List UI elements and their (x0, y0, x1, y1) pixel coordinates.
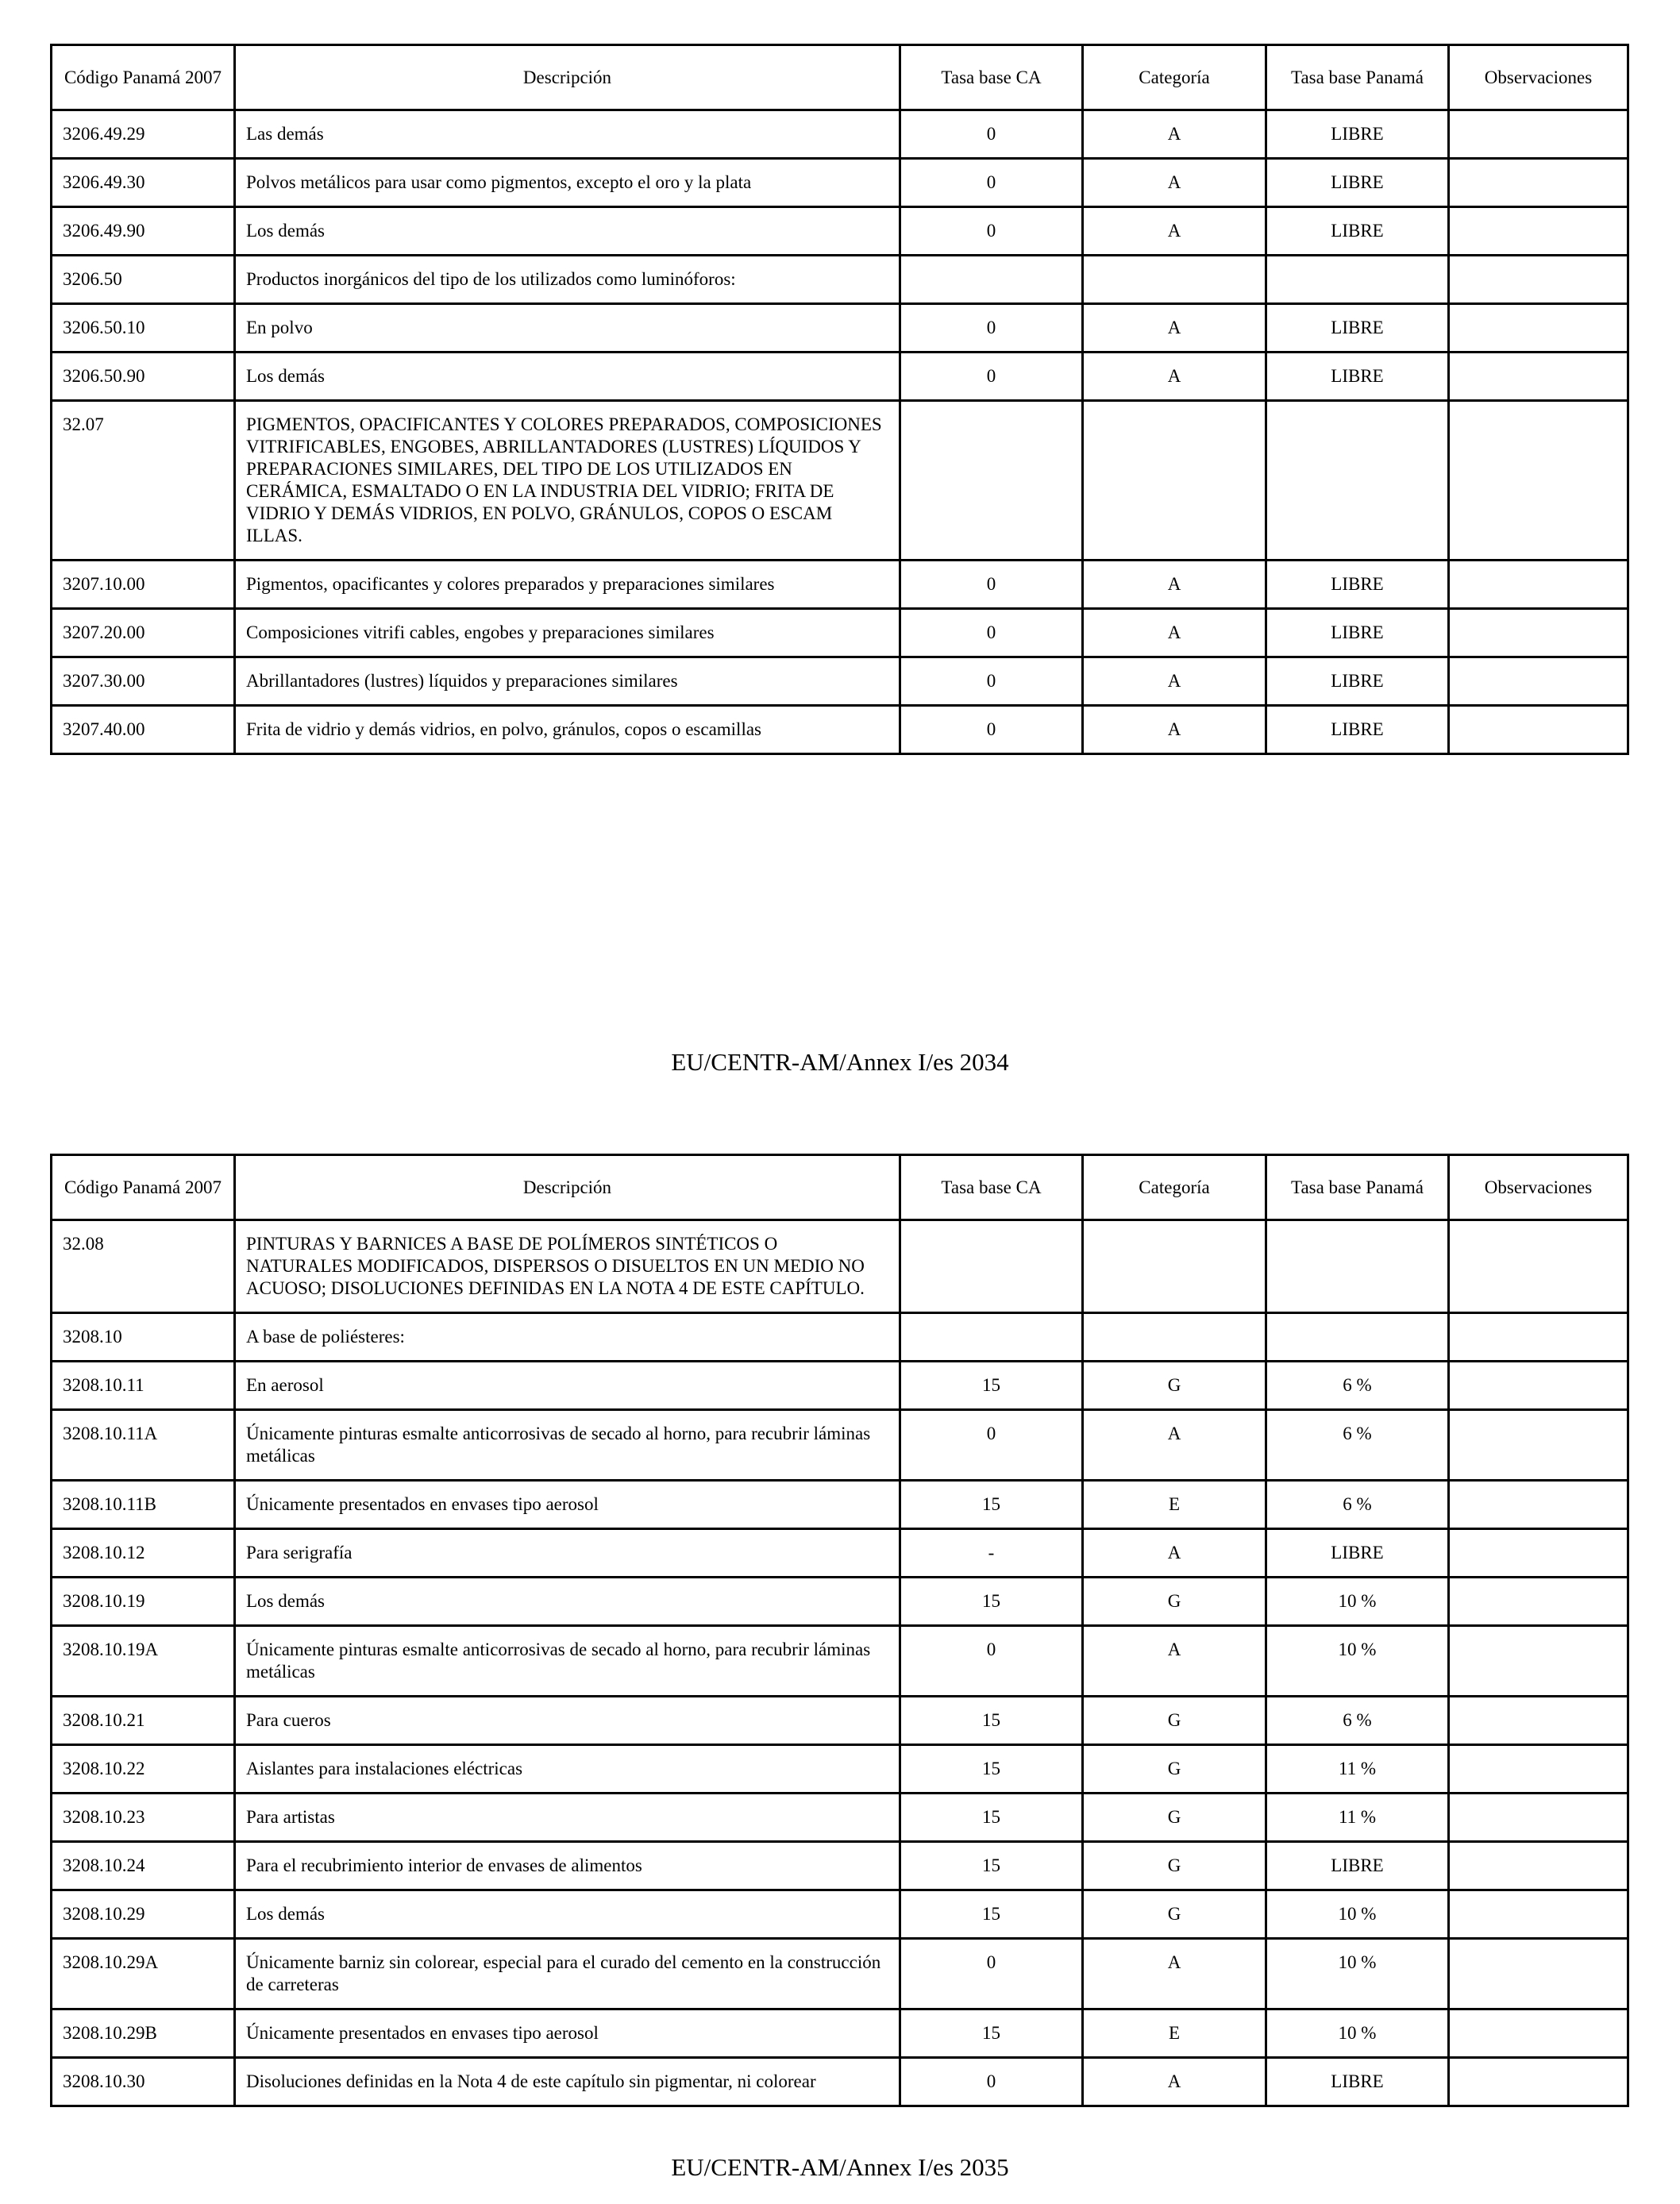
cell-observations (1449, 2009, 1628, 2058)
cell-rate-ca: 15 (900, 1578, 1083, 1626)
cell-rate-ca: 0 (900, 1939, 1083, 2009)
cell-category: A (1083, 706, 1266, 754)
cell-code: 3206.50.90 (52, 353, 235, 401)
table-row (52, 1578, 1628, 1626)
cell-rate-panama: 11 % (1266, 1794, 1449, 1842)
table-row (52, 1220, 1628, 1313)
cell-observations (1449, 1220, 1628, 1313)
cell-category: G (1083, 1697, 1266, 1745)
cell-rate-ca: 0 (900, 159, 1083, 207)
cell-rate-ca: 15 (900, 1842, 1083, 1890)
cell-rate-panama: 11 % (1266, 1745, 1449, 1794)
cell-description: Los demás (235, 207, 900, 256)
cell-observations (1449, 1410, 1628, 1481)
table-row (52, 2058, 1628, 2106)
cell-rate-panama: LIBRE (1266, 706, 1449, 754)
cell-rate-panama: 6 % (1266, 1697, 1449, 1745)
cell-code: 3208.10.29 (52, 1890, 235, 1939)
cell-rate-ca (900, 1313, 1083, 1362)
table-row (52, 657, 1628, 706)
cell-rate-ca: 15 (900, 1794, 1083, 1842)
header-code: Código Panamá 2007 (52, 45, 235, 110)
table-row (52, 1794, 1628, 1842)
cell-category: A (1083, 1410, 1266, 1481)
cell-code: 3206.50.10 (52, 304, 235, 353)
cell-rate-panama: 10 % (1266, 2009, 1449, 2058)
cell-observations (1449, 1481, 1628, 1529)
cell-category: G (1083, 1578, 1266, 1626)
cell-observations (1449, 1697, 1628, 1745)
cell-observations (1449, 706, 1628, 754)
cell-description: En aerosol (235, 1362, 900, 1410)
cell-code: 3206.49.90 (52, 207, 235, 256)
cell-category: A (1083, 304, 1266, 353)
table-row (52, 561, 1628, 609)
cell-description: Pigmentos, opacificantes y colores preparados y preparaciones similares (235, 561, 900, 609)
cell-category: A (1083, 609, 1266, 657)
cell-code: 3206.50 (52, 256, 235, 304)
cell-description: Frita de vidrio y demás vidrios, en polvo, gránulos, copos o escamillas (235, 706, 900, 754)
cell-category (1083, 1220, 1266, 1313)
cell-rate-panama: LIBRE (1266, 1529, 1449, 1578)
table-row (52, 1842, 1628, 1890)
cell-rate-panama: 10 % (1266, 1939, 1449, 2009)
page-footer: EU/CENTR-AM/Annex I/es 2035 (671, 2153, 1009, 2181)
cell-rate-ca: 0 (900, 609, 1083, 657)
cell-code: 32.07 (52, 401, 235, 561)
header-description: Descripción (235, 45, 900, 110)
table-body (52, 1220, 1628, 2106)
cell-description: Únicamente presentados en envases tipo aerosol (235, 2009, 900, 2058)
cell-category: A (1083, 1939, 1266, 2009)
cell-description: Únicamente presentados en envases tipo aerosol (235, 1481, 900, 1529)
table-row (52, 609, 1628, 657)
cell-observations (1449, 207, 1628, 256)
cell-category: E (1083, 1481, 1266, 1529)
cell-description: Para cueros (235, 1697, 900, 1745)
cell-description: Polvos metálicos para usar como pigmentos, excepto el oro y la plata (235, 159, 900, 207)
header-rate-panama: Tasa base Panamá (1266, 1155, 1449, 1220)
cell-rate-panama: LIBRE (1266, 2058, 1449, 2106)
cell-rate-ca: 0 (900, 304, 1083, 353)
cell-description: Los demás (235, 1578, 900, 1626)
cell-rate-ca: 15 (900, 1481, 1083, 1529)
cell-rate-ca: 15 (900, 1890, 1083, 1939)
table-row (52, 256, 1628, 304)
cell-description: Los demás (235, 353, 900, 401)
cell-category: A (1083, 1529, 1266, 1578)
cell-observations (1449, 1745, 1628, 1794)
cell-rate-ca: 0 (900, 706, 1083, 754)
header-category: Categoría (1083, 1155, 1266, 1220)
cell-observations (1449, 657, 1628, 706)
header-rate-panama: Tasa base Panamá (1266, 45, 1449, 110)
table-row (52, 1697, 1628, 1745)
table-row (52, 1745, 1628, 1794)
cell-category: A (1083, 110, 1266, 159)
cell-description: Disoluciones definidas en la Nota 4 de este capítulo sin pigmentar, ni colorear (235, 2058, 900, 2106)
cell-observations (1449, 1842, 1628, 1890)
table-body (52, 110, 1628, 754)
cell-rate-ca: 0 (900, 1626, 1083, 1697)
cell-rate-ca: 0 (900, 561, 1083, 609)
cell-code: 3208.10.19A (52, 1626, 235, 1697)
header-rate-ca: Tasa base CA (900, 45, 1083, 110)
cell-rate-ca: 0 (900, 1410, 1083, 1481)
table-row (52, 207, 1628, 256)
cell-rate-panama: LIBRE (1266, 304, 1449, 353)
cell-rate-panama: LIBRE (1266, 657, 1449, 706)
table-row (52, 159, 1628, 207)
cell-rate-ca: 15 (900, 2009, 1083, 2058)
cell-code: 3208.10.29B (52, 2009, 235, 2058)
cell-description: Los demás (235, 1890, 900, 1939)
cell-description: Para artistas (235, 1794, 900, 1842)
cell-rate-panama: LIBRE (1266, 561, 1449, 609)
cell-code: 3208.10.21 (52, 1697, 235, 1745)
header-row (52, 45, 1628, 110)
cell-rate-panama (1266, 256, 1449, 304)
cell-observations (1449, 401, 1628, 561)
cell-observations (1449, 561, 1628, 609)
cell-code: 3207.30.00 (52, 657, 235, 706)
table-row (52, 1410, 1628, 1481)
cell-rate-panama: LIBRE (1266, 353, 1449, 401)
cell-rate-ca: 15 (900, 1745, 1083, 1794)
cell-rate-ca: 0 (900, 110, 1083, 159)
cell-description: Para serigrafía (235, 1529, 900, 1578)
header-observations: Observaciones (1449, 45, 1628, 110)
cell-description: En polvo (235, 304, 900, 353)
cell-rate-panama: 6 % (1266, 1481, 1449, 1529)
cell-category: G (1083, 1745, 1266, 1794)
cell-description: Abrillantadores (lustres) líquidos y preparaciones similares (235, 657, 900, 706)
cell-description: Las demás (235, 110, 900, 159)
cell-code: 3208.10.30 (52, 2058, 235, 2106)
cell-observations (1449, 1529, 1628, 1578)
cell-description: PINTURAS Y BARNICES A BASE DE POLÍMEROS SINTÉTICOS O NATURALES MODIFICADOS, DISPERSOS O DISUELTOS EN UN MEDIO NO ACUOSO; DISOLUCIONES DEFINIDAS EN LA NOTA 4 DE ESTE CAPÍTULO. (235, 1220, 900, 1313)
cell-observations (1449, 304, 1628, 353)
cell-observations (1449, 353, 1628, 401)
cell-category: A (1083, 657, 1266, 706)
header-rate-ca: Tasa base CA (900, 1155, 1083, 1220)
cell-observations (1449, 1890, 1628, 1939)
table-row (52, 353, 1628, 401)
table-row (52, 1626, 1628, 1697)
cell-description: Únicamente pinturas esmalte anticorrosivas de secado al horno, para recubrir láminas metálicas (235, 1626, 900, 1697)
cell-code: 3208.10.12 (52, 1529, 235, 1578)
cell-category (1083, 1313, 1266, 1362)
tariff-table-page-2034 (50, 44, 1629, 755)
cell-observations (1449, 1362, 1628, 1410)
cell-observations (1449, 2058, 1628, 2106)
cell-rate-panama: LIBRE (1266, 1842, 1449, 1890)
table-row (52, 1362, 1628, 1410)
header-row (52, 1155, 1628, 1220)
cell-observations (1449, 159, 1628, 207)
cell-code: 3208.10.22 (52, 1745, 235, 1794)
cell-rate-ca: 15 (900, 1697, 1083, 1745)
cell-description: Únicamente barniz sin colorear, especial para el curado del cemento en la construcción de carreteras (235, 1939, 900, 2009)
table-row (52, 110, 1628, 159)
cell-code: 3206.49.29 (52, 110, 235, 159)
cell-category: A (1083, 207, 1266, 256)
cell-description: Aislantes para instalaciones eléctricas (235, 1745, 900, 1794)
cell-rate-ca (900, 256, 1083, 304)
cell-observations (1449, 1626, 1628, 1697)
cell-code: 3208.10.11 (52, 1362, 235, 1410)
cell-rate-panama: 10 % (1266, 1626, 1449, 1697)
cell-rate-panama: 10 % (1266, 1578, 1449, 1626)
cell-rate-panama: LIBRE (1266, 110, 1449, 159)
cell-category: A (1083, 1626, 1266, 1697)
cell-code: 3208.10.19 (52, 1578, 235, 1626)
cell-rate-ca (900, 401, 1083, 561)
cell-code: 3208.10.24 (52, 1842, 235, 1890)
table-row (52, 1939, 1628, 2009)
table-row (52, 401, 1628, 561)
cell-code: 3208.10.11A (52, 1410, 235, 1481)
table-row (52, 1890, 1628, 1939)
cell-rate-panama: 10 % (1266, 1890, 1449, 1939)
cell-observations (1449, 609, 1628, 657)
cell-code: 3207.10.00 (52, 561, 235, 609)
tariff-table-page-2035 (50, 1154, 1629, 2107)
cell-rate-panama: 6 % (1266, 1410, 1449, 1481)
table-row (52, 1529, 1628, 1578)
cell-rate-ca: 0 (900, 207, 1083, 256)
cell-rate-ca: 0 (900, 657, 1083, 706)
header-observations: Observaciones (1449, 1155, 1628, 1220)
cell-code: 3208.10.29A (52, 1939, 235, 2009)
cell-observations (1449, 1313, 1628, 1362)
cell-code: 3207.20.00 (52, 609, 235, 657)
cell-rate-ca: 0 (900, 353, 1083, 401)
cell-code: 3208.10.23 (52, 1794, 235, 1842)
table-row (52, 304, 1628, 353)
cell-description: A base de poliésteres: (235, 1313, 900, 1362)
table-row (52, 1481, 1628, 1529)
cell-category: G (1083, 1362, 1266, 1410)
cell-observations (1449, 256, 1628, 304)
cell-rate-panama (1266, 1313, 1449, 1362)
cell-category (1083, 401, 1266, 561)
cell-rate-panama (1266, 401, 1449, 561)
cell-observations (1449, 110, 1628, 159)
cell-code: 3208.10 (52, 1313, 235, 1362)
table-row (52, 1313, 1628, 1362)
header-description: Descripción (235, 1155, 900, 1220)
cell-code: 3207.40.00 (52, 706, 235, 754)
cell-description: Composiciones vitrifi cables, engobes y preparaciones similares (235, 609, 900, 657)
cell-category (1083, 256, 1266, 304)
cell-rate-panama: LIBRE (1266, 207, 1449, 256)
page-footer: EU/CENTR-AM/Annex I/es 2034 (671, 1048, 1009, 1076)
cell-observations (1449, 1939, 1628, 2009)
table-row (52, 2009, 1628, 2058)
cell-code: 32.08 (52, 1220, 235, 1313)
cell-category: A (1083, 2058, 1266, 2106)
cell-category: A (1083, 353, 1266, 401)
cell-rate-panama (1266, 1220, 1449, 1313)
cell-category: A (1083, 159, 1266, 207)
cell-description: Para el recubrimiento interior de envases de alimentos (235, 1842, 900, 1890)
header-category: Categoría (1083, 45, 1266, 110)
cell-rate-ca: 0 (900, 2058, 1083, 2106)
cell-rate-panama: 6 % (1266, 1362, 1449, 1410)
header-code: Código Panamá 2007 (52, 1155, 235, 1220)
cell-code: 3206.49.30 (52, 159, 235, 207)
cell-rate-ca (900, 1220, 1083, 1313)
cell-description: PIGMENTOS, OPACIFICANTES Y COLORES PREPARADOS, COMPOSICIONES VITRIFICABLES, ENGOBES, ABRILLANTADORES (LUSTRES) LÍQUIDOS Y PREPARACIONES SIMILARES, DEL TIPO DE LOS UTILIZADOS EN CERÁMICA, ESMALTADO O EN LA INDUSTRIA DEL VIDRIO; FRITA DE VIDRIO Y DEMÁS VIDRIOS, EN POLVO, GRÁNULOS, COPOS O ESCAM ILLAS. (235, 401, 900, 561)
cell-category: G (1083, 1794, 1266, 1842)
cell-category: G (1083, 1890, 1266, 1939)
cell-rate-ca: - (900, 1529, 1083, 1578)
cell-observations (1449, 1578, 1628, 1626)
table-row (52, 706, 1628, 754)
cell-code: 3208.10.11B (52, 1481, 235, 1529)
cell-category: A (1083, 561, 1266, 609)
cell-rate-ca: 15 (900, 1362, 1083, 1410)
cell-category: G (1083, 1842, 1266, 1890)
cell-observations (1449, 1794, 1628, 1842)
cell-category: E (1083, 2009, 1266, 2058)
cell-rate-panama: LIBRE (1266, 159, 1449, 207)
cell-description: Únicamente pinturas esmalte anticorrosivas de secado al horno, para recubrir láminas metálicas (235, 1410, 900, 1481)
cell-rate-panama: LIBRE (1266, 609, 1449, 657)
cell-description: Productos inorgánicos del tipo de los utilizados como luminóforos: (235, 256, 900, 304)
